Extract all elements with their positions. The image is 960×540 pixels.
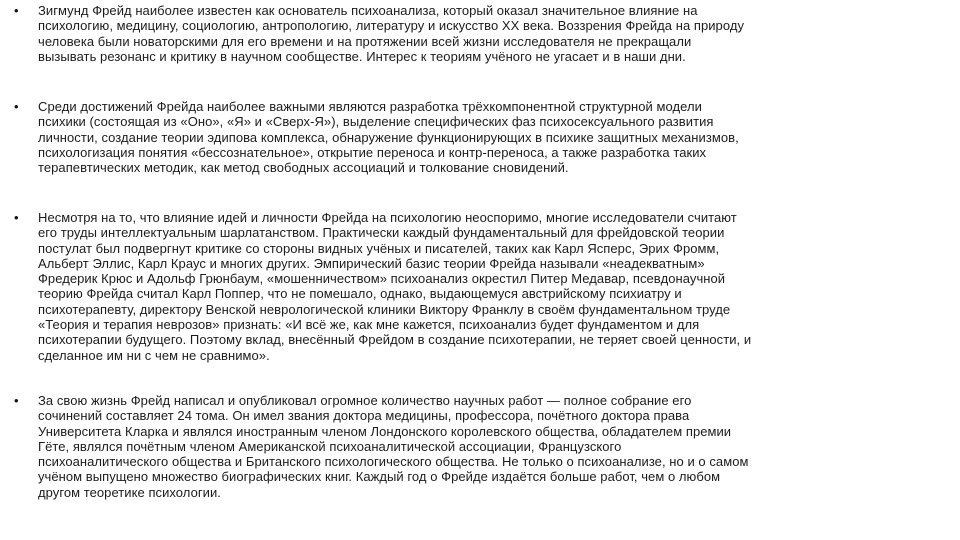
paragraph-line: «Теория и терапия неврозов» признать: «И всё же, как мне кажется, психоанализ будет фундаментом и для [38,317,700,333]
paragraph-line: другом теоретике психологии. [38,484,221,500]
paragraph-line: Университета Кларка и являлся иностранным членом Лондонского королевского общества, обладателем премии [38,423,732,439]
paragraph-line: его труды интеллектуальным шарлатанством. Практически каждый фундаментальный для фрейдовской теории [38,225,725,241]
paragraph-line: личности, создание теории эдипова комплекса, обнаружение функционирующих в психике защитных механизмов, [38,129,739,145]
paragraph-line: человека были новаторскими для его времени и на протяжении всей жизни исследователя не прекращали [38,33,692,49]
paragraph-4 [38,393,946,500]
paragraph-line: психотерапии будущего. Поэтому вклад, внесённый Фрейдом в создание психотерапии, не теряет своей ценности, и [38,332,752,348]
paragraph-line: психики (состоящая из «Оно», «Я» и «Сверх-Я»), выделение специфических фаз психосексуального развития [38,114,714,130]
paragraph-line: За свою жизнь Фрейд написал и опубликовал огромное количество научных работ — полное собрание его [38,393,692,408]
paragraph-line: Среди достижений Фрейда наиболее важными являются разработка трёхкомпонентной структурной модели [38,99,702,114]
paragraph-line: сделанное им ни с чем не сравнимо». [38,347,270,363]
bullet-dot: • [14,3,19,18]
paragraph-3 [38,210,946,363]
paragraph-line: психологию, медицину, социологию, антропологию, литературу и искусство XX века. Воззрения Фрейда на природу [38,18,745,34]
paragraph-line: сочинений составляет 24 тома. Он имел звания доктора медицины, профессора, почётного доктора права [38,408,690,424]
paragraph-line: учёном выпущено множество биографических книг. Каждый год о Фрейде издаётся больше работ, чем о любом [38,469,721,485]
paragraph-line: Гёте, являлся почётным членом Американской психоаналитической ассоциации, Французского [38,438,622,454]
paragraph-1 [38,3,946,64]
paragraph-line: Несмотря на то, что влияние идей и личности Фрейда на психологию неоспоримо, многие исследователи считают [38,210,737,225]
paragraph-line: вызывать резонанс и критику в научном сообществе. Интерес к теориям учёного не угасает и в наши дни. [38,48,686,64]
paragraph-line: психологизация понятия «бессознательное», открытие переноса и контр-переноса, а также разработка таких [38,144,707,160]
paragraph-line: психотерапевту, директору Венской неврологической клиники Виктору Франклу в своём фундаментальном труде [38,301,731,317]
paragraph-line: психоаналитического общества и Британского психологического общества. Не только о психоанализе, но и о самом [38,454,749,470]
bullet-dot: • [14,393,19,408]
paragraph-line: Фредерик Крюс и Адольф Грюнбаум, «мошенничеством» психоанализ окрестил Питер Медавар, псевдонаучной [38,271,726,287]
paragraph-line: Зигмунд Фрейд наиболее известен как основатель психоанализа, который оказал значительное влияние на [38,3,698,18]
bullet-dot: • [14,210,19,225]
bullet-dot: • [14,99,19,114]
paragraph-line: постулат был подвергнут критике со стороны видных учёных и писателей, таких как Карл Ясперс, Эрих Фромм, [38,240,720,256]
paragraph-line: терапевтических методик, как метод свободных ассоциаций и толкование сновидений. [38,160,569,176]
paragraph-line: теорию Фрейда считал Карл Поппер, что не помешало, однако, выдающемуся австрийскому психиатру и [38,286,682,302]
paragraph-2 [38,99,946,175]
paragraph-line: Альберт Эллис, Карл Краус и многих других. Эмпирический базис теории Фрейда называли «неадекватным» [38,255,705,271]
